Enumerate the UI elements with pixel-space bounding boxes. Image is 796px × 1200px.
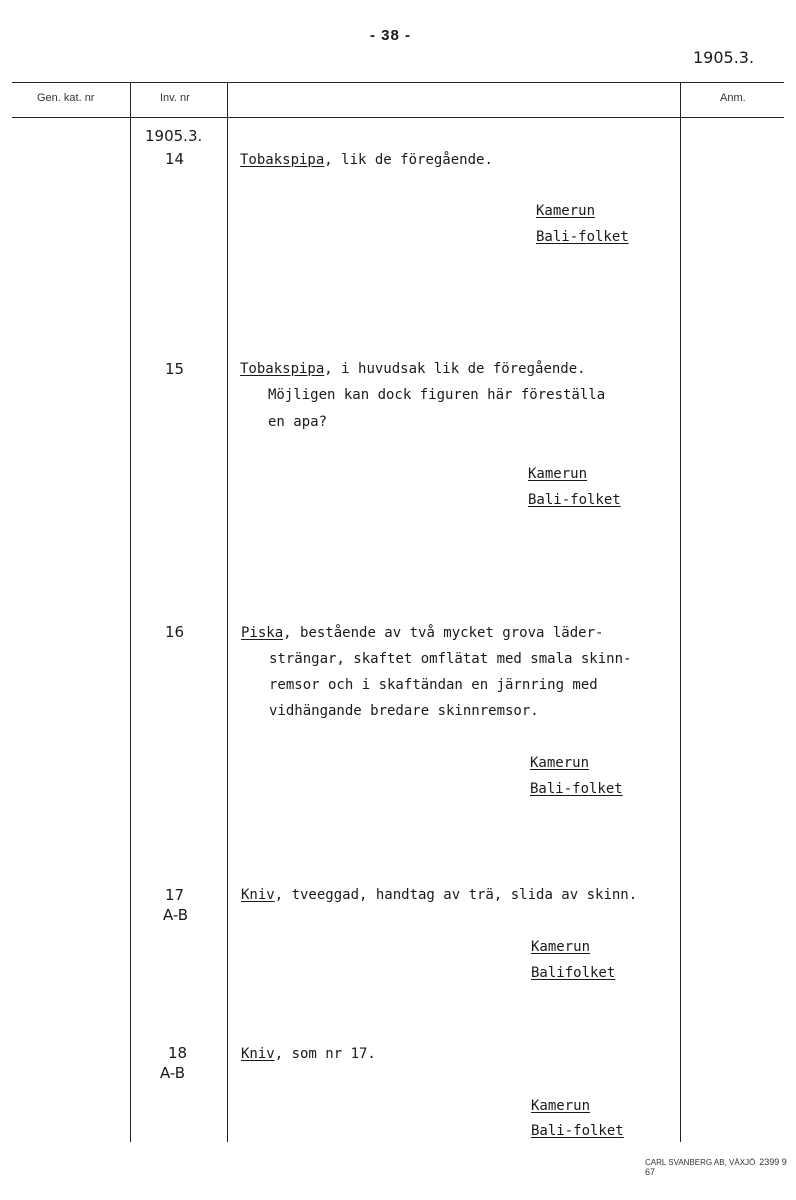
- entry-people: Bali-folket: [531, 1123, 624, 1139]
- entry-text: vidhängande bredare skinnremsor.: [269, 703, 539, 719]
- entry-place: Kamerun: [536, 203, 596, 219]
- entry-text: , lik de föregående.: [324, 152, 493, 168]
- inv-subnumber: A-B: [163, 906, 189, 924]
- entry-title: Kniv: [241, 887, 275, 903]
- entry-people: Bali-folket: [536, 229, 629, 245]
- inv-subnumber: A-B: [160, 1064, 186, 1082]
- entry-text: , som nr 17.: [274, 1046, 376, 1062]
- printer-name: CARL SVANBERG AB, VÄXJÖ: [645, 1158, 756, 1167]
- entry-line: [240, 152, 493, 168]
- entry-title: Kniv: [241, 1046, 275, 1062]
- entry-place: Kamerun: [531, 1098, 591, 1114]
- column-divider-1: [130, 82, 131, 1142]
- entry-text: , i huvudsak lik de föregående.: [324, 361, 586, 377]
- inv-number: 15: [165, 360, 185, 378]
- inv-number: 17: [165, 886, 185, 904]
- form-number: 2399 9 67: [645, 1157, 787, 1177]
- entry-text: remsor och i skaftändan en järnring med: [269, 677, 598, 693]
- column-divider-3: [680, 82, 681, 1142]
- col-anm: Anm.: [720, 92, 746, 104]
- entry-text: Möjligen kan dock figuren här föreställa: [268, 387, 606, 403]
- entry-text: strängar, skaftet omflätat med smala skinn-: [269, 651, 632, 667]
- entry-title: Piska: [241, 625, 284, 641]
- entry-text: en apa?: [268, 414, 328, 430]
- entry-people: Bali-folket: [528, 492, 621, 508]
- entry-people: Bali-folket: [530, 781, 623, 797]
- column-divider-2: [227, 82, 228, 1142]
- entry-place: Kamerun: [530, 755, 590, 771]
- entry-place: Kamerun: [531, 939, 591, 955]
- page-number: - 38 -: [370, 27, 412, 44]
- entry-text: , tveeggad, handtag av trä, slida av skinn.: [274, 887, 638, 903]
- entry-people: Balifolket: [531, 965, 616, 981]
- inv-number: 14: [165, 150, 185, 168]
- entry-title: Tobakspipa: [240, 152, 325, 168]
- inv-number: 16: [165, 623, 185, 641]
- entry-line: [241, 625, 603, 641]
- series-number: 1905.3.: [693, 48, 755, 67]
- table-top-rule: [12, 82, 784, 83]
- entry-line: [241, 887, 637, 903]
- inv-number: 18: [168, 1044, 188, 1062]
- entry-line: [240, 361, 586, 377]
- entry-place: Kamerun: [528, 466, 588, 482]
- entry-text: , bestående av två mycket grova läder-: [283, 625, 604, 641]
- series-label: 1905.3.: [145, 127, 203, 145]
- table-header-rule: [12, 117, 784, 118]
- printer-footer: [645, 1157, 796, 1177]
- col-inv-nr: Inv. nr: [160, 92, 190, 104]
- entry-line: [241, 1046, 376, 1062]
- entry-title: Tobakspipa: [240, 361, 325, 377]
- col-gen-kat-nr: Gen. kat. nr: [37, 92, 95, 104]
